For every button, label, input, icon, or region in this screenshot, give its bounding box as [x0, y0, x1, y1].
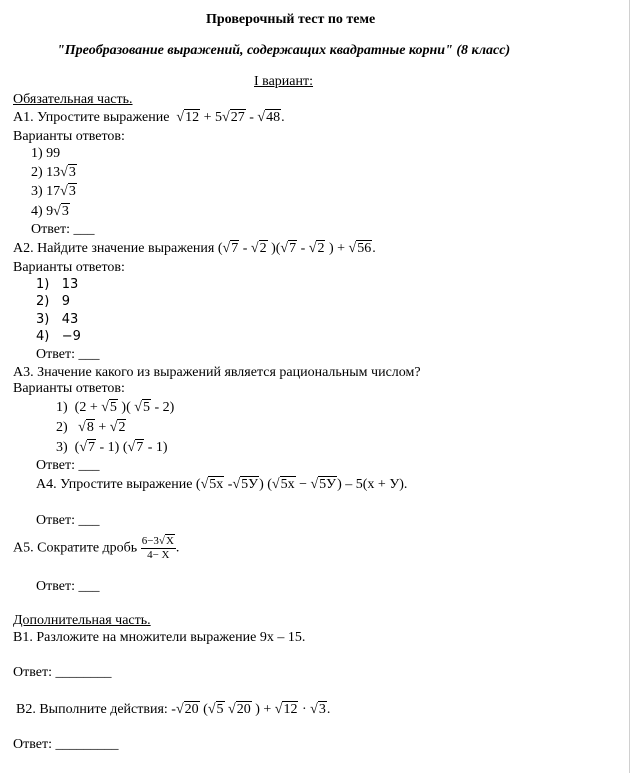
question-a3: А3. Значение какого из выражений является рациональным числом? [13, 365, 421, 380]
a2-option-1: 1) 13 [36, 277, 79, 292]
question-a2-expression: (√ 7 - √ 2 )(√ 7 - √ 2 ) + √ 56. [218, 241, 376, 256]
question-b2 [16, 701, 330, 719]
a2-option-2: 2) 9 [36, 294, 71, 309]
required-part-heading: Обязательная часть. [13, 92, 133, 107]
a3-option-1: 1) (2 + √ 5 )( √ 5 - 2) [56, 399, 174, 417]
a1-answer: Ответ: ___ [31, 222, 95, 237]
a1-option-1: 1) 99 [31, 146, 61, 161]
variant-heading: I вариант: [254, 74, 314, 89]
a2-option-4: 4) −9 [36, 329, 81, 344]
question-a2 [13, 240, 376, 258]
a3-option-3: 3) (√ 7 - 1) (√ 7 - 1) [56, 439, 168, 457]
test-subtitle: "Преобразование выражений, содержащих квадратные корни" (8 класс) [57, 43, 511, 58]
question-a1 [13, 109, 285, 127]
a1-option-3: 3) 17√ 3 [31, 183, 77, 201]
question-a4-expression: (√ 5х -√ 5У) (√ 5х − √ 5У) – 5(х + У). [196, 477, 407, 492]
a2-options-label: Варианты ответов: [13, 260, 125, 275]
question-a2-text: А2. Найдите значение выражения [13, 241, 215, 256]
a2-option-3: 3) 43 [36, 312, 79, 327]
a4-answer: Ответ: ___ [36, 513, 100, 528]
page-edge [629, 0, 630, 773]
extra-part-heading: Дополнительная часть. [13, 613, 151, 628]
question-b1: В1. Разложите на множители выражение 9х – 15. [13, 630, 306, 645]
a1-option-4: 4) 9√ 3 [31, 203, 70, 221]
question-b2-expression: -√ 20 (√ 5 √ 20 ) + √ 12 · √ 3. [171, 702, 330, 717]
a1-option-2: 2) 13√ 3 [31, 164, 77, 182]
test-title: Проверочный тест по теме [206, 12, 376, 27]
question-a5-text: А5. Сократите дробь [13, 540, 138, 556]
question-a5: А5. Сократите дробь $\frac{6-3√ Х}{4- Х}$ . [13, 535, 179, 562]
question-a1-expression: √ 12 + 5√ 27 - √ 48. [176, 110, 284, 125]
a3-options-label: Варианты ответов: [13, 381, 125, 396]
question-a1-text: А1. Упростите выражение [13, 110, 170, 125]
question-a4-text: А4. Упростите выражение [36, 477, 193, 492]
b1-answer: Ответ: ________ [13, 665, 112, 680]
a3-option-2: 2) √ 8 + √ 2 [56, 419, 126, 437]
question-b2-text: В2. Выполните действия: [16, 702, 168, 717]
a2-answer: Ответ: ___ [36, 347, 100, 362]
a3-answer: Ответ: ___ [36, 458, 100, 473]
question-a5-fraction: $\frac{6-3√ Х}{4- Х}$ [141, 535, 176, 562]
question-a4 [36, 476, 407, 494]
a5-answer: Ответ: ___ [36, 579, 100, 594]
a1-options-label: Варианты ответов: [13, 129, 125, 144]
b2-answer: Ответ: _________ [13, 737, 119, 752]
